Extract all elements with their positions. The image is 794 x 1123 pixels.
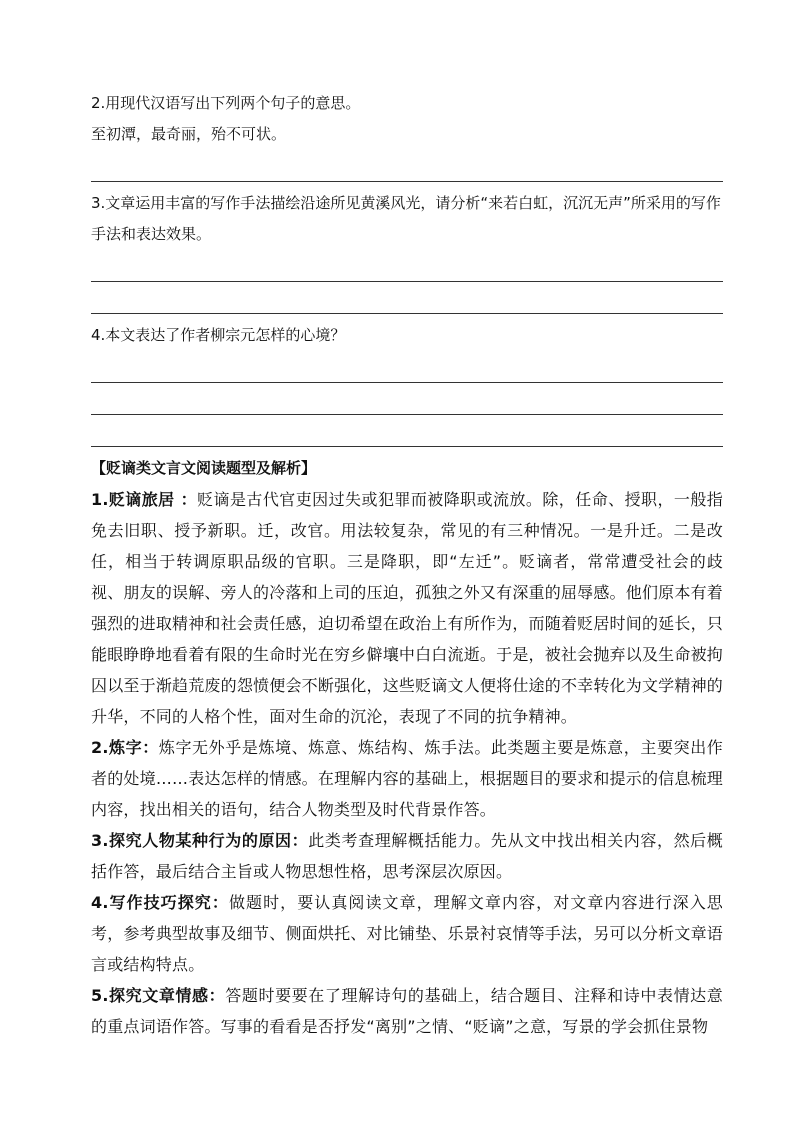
item-label: 3.探究人物某种行为的原因： [91,831,309,850]
item-text: 答题时要要在了理解诗句的基础上，结合题目、注释和诗中表情达意的重点词语作答。写事的看看是否抒发“离别”之情、“贬谪”之意，写景的学会抓住景物 [91,986,723,1036]
answer-line[interactable] [91,383,723,415]
item-text: 做题时，要认真阅读文章，理解文章内容，对文章内容进行深入思考，参考典型故事及细节、侧面烘托、对比铺垫、乐景衬哀情等手法，另可以分析文章语言或结构特点。 [91,893,723,974]
answer-line[interactable] [91,415,723,447]
question-3: 3.文章运用丰富的写作手法描绘沿途所见黄溪风光，请分析“来若白虹，沉沉无声”所采用的写作手法和表达效果。 [91,194,721,243]
explanation-item-2 [91,732,723,825]
question-4: 4.本文表达了作者柳宗元怎样的心境？ [91,326,346,344]
question-2-sentence: 至初潭，最奇丽，殆不可状。 [91,125,287,143]
section-title: 【贬谪类文言文阅读题型及解析】 [91,459,317,477]
answer-line[interactable] [91,150,723,182]
answer-line[interactable] [91,250,723,282]
explanation-item-1 [91,484,723,732]
item-text: 贬谪是古代官吏因过失或犯罪而被降职或流放。除，任命、授职，一般指免去旧职、授予新职。迁，改官。用法较复杂，常见的有三种情况。一是升迁。二是改任，相当于转调原职品级的官职。三是降职，即“左迁”。贬谪者，常常遭受社会的歧视、朋友的误解、旁人的冷落和上司的压迫，孤独之外又有深重的屈辱感。他们原本有着强烈的进取精神和社会责任感，迫切希望在政治上有所作为，而随着贬居时间的延长，只能眼睁睁地看着有限的生命时光在穷乡僻壤中白白流逝。于是，被社会抛弃以及生命被拘囚以至于渐趋荒废的怨愤便会不断强化，这些贬谪文人便将仕途的不幸转化为文学精神的升华，不同的人格个性，面对生命的沉沦，表现了不同的抗争精神。 [91,490,723,726]
item-label: 2.炼字： [91,738,159,757]
question-2: 2.用现代汉语写出下列两个句子的意思。 [91,94,361,112]
document-page [91,88,723,1042]
item-text: 此类考查理解概括能力。先从文中找出相关内容，然后概括作答，最后结合主旨或人物思想性格，思考深层次原因。 [91,831,723,881]
answer-line[interactable] [91,282,723,314]
explanation-item-4 [91,887,723,980]
explanation-item-5 [91,980,723,1042]
explanation-item-3 [91,825,723,887]
answer-line[interactable] [91,351,723,383]
item-label: 4.写作技巧探究： [91,893,229,912]
item-label: 5.探究文章情感： [91,986,226,1005]
item-text: 炼字无外乎是炼境、炼意、炼结构、炼手法。此类题主要是炼意，主要突出作者的处境……表达怎样的情感。在理解内容的基础上，根据题目的要求和提示的信息梳理内容，找出相关的语句，结合人物类型及时代背景作答。 [91,738,723,819]
item-label: 1.贬谪旅居 ： [91,490,198,509]
